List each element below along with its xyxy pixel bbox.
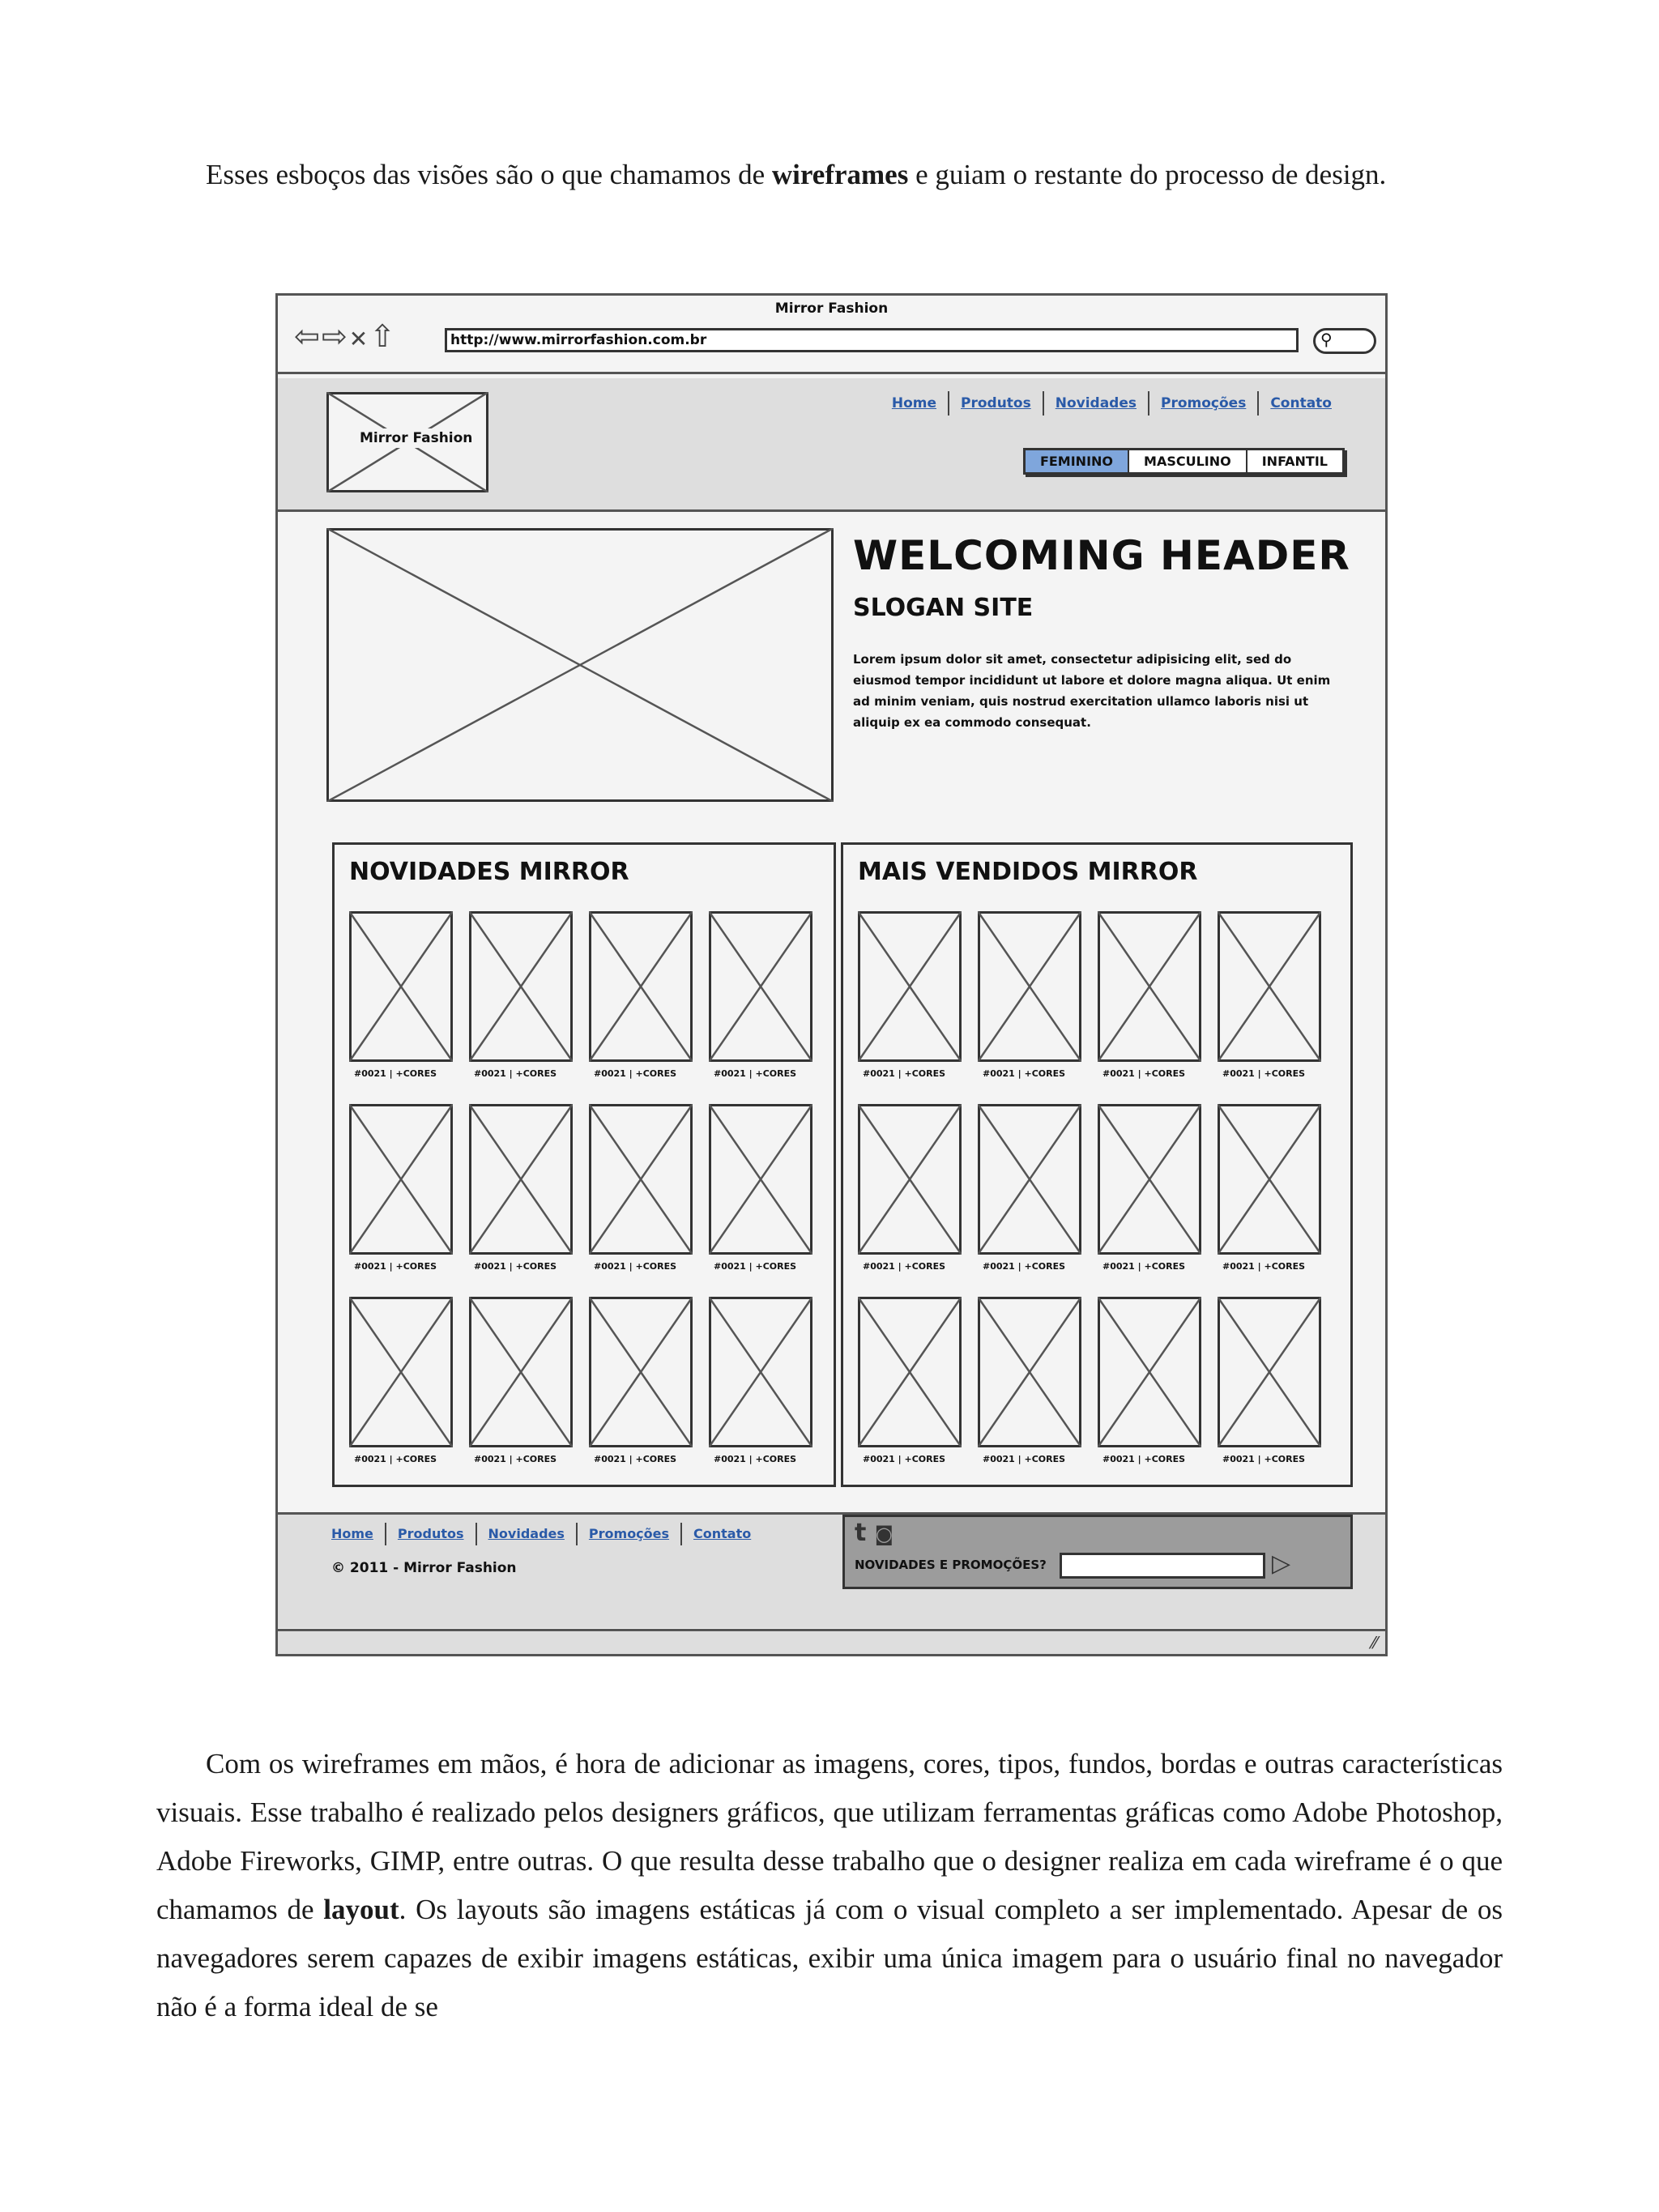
product-caption: #0021 | +CORES	[1222, 1068, 1306, 1079]
product-card	[978, 911, 1081, 1104]
twitter-icon: t	[855, 1519, 867, 1547]
nav-promocoes: Promoções	[1148, 391, 1257, 416]
product-card	[589, 1104, 693, 1297]
footer-nav-produtos: Produtos	[385, 1523, 476, 1545]
product-image-placeholder	[469, 1104, 573, 1255]
product-image-placeholder	[709, 1297, 812, 1447]
product-caption: #0021 | +CORES	[594, 1454, 677, 1464]
product-card	[1098, 1104, 1201, 1297]
search-field	[1313, 328, 1376, 354]
welcome-header: WELCOMING HEADER	[853, 532, 1350, 579]
intro-paragraph	[156, 151, 1503, 199]
footer-nav-home: Home	[331, 1526, 373, 1541]
hero-image-placeholder	[326, 528, 834, 802]
product-caption: #0021 | +CORES	[863, 1454, 946, 1464]
product-card	[1098, 1297, 1201, 1490]
back-arrow-icon: ⇦	[294, 318, 322, 354]
product-image-placeholder	[858, 1104, 962, 1255]
product-caption: #0021 | +CORES	[1102, 1261, 1186, 1272]
site-footer	[278, 1512, 1385, 1628]
play-arrow-icon: ▷	[1272, 1549, 1291, 1578]
product-image-placeholder	[978, 1297, 1081, 1447]
section-title: NOVIDADES MIRROR	[349, 858, 629, 886]
product-card	[589, 1297, 693, 1490]
nav-contato: Contato	[1257, 391, 1343, 416]
close-icon: ✕	[348, 326, 370, 352]
product-card	[709, 1297, 812, 1490]
section-title: MAIS VENDIDOS MIRROR	[858, 858, 1198, 886]
social-icons	[855, 1520, 893, 1547]
para2-text-before: Com os wireframes em mãos, é hora de adicionar as imagens, cores, tipos, fundos, bordas e outras características visuais. Esse trabalho é realizado pelos designers gráficos, que utilizam ferramentas gráficas como Adobe Photoshop, Adobe Fireworks, GIMP, entre outras. O que resulta desse trabalho que o designer realiza em cada wireframe é o que chamamos de	[156, 1748, 1503, 1925]
product-image-placeholder	[709, 911, 812, 1062]
layout-paragraph	[156, 1740, 1503, 2031]
product-card	[709, 1104, 812, 1297]
product-image-placeholder	[589, 911, 693, 1062]
term-wireframes: wireframes	[771, 159, 909, 190]
search-icon: ⚲	[1320, 330, 1333, 349]
product-image-placeholder	[589, 1297, 693, 1447]
url-bar: http://www.mirrorfashion.com.br	[445, 328, 1299, 352]
product-caption: #0021 | +CORES	[474, 1261, 557, 1272]
product-grid	[349, 911, 812, 1490]
product-caption: #0021 | +CORES	[714, 1261, 797, 1272]
product-card	[858, 1297, 962, 1490]
logo-placeholder	[326, 392, 488, 492]
product-image-placeholder	[858, 911, 962, 1062]
product-caption: #0021 | +CORES	[983, 1454, 1066, 1464]
tab-infantil: INFANTIL	[1246, 450, 1342, 472]
site-header	[278, 378, 1385, 512]
resize-grip-icon: ⁄⁄	[1371, 1633, 1377, 1652]
product-caption: #0021 | +CORES	[354, 1261, 437, 1272]
term-layout: layout	[323, 1894, 399, 1925]
product-image-placeholder	[469, 911, 573, 1062]
product-caption: #0021 | +CORES	[594, 1068, 677, 1079]
product-caption: #0021 | +CORES	[354, 1454, 437, 1464]
copyright: © 2011 - Mirror Fashion	[331, 1560, 517, 1576]
mais-vendidos-section	[841, 842, 1353, 1487]
product-card	[469, 1104, 573, 1297]
product-caption: #0021 | +CORES	[863, 1261, 946, 1272]
tab-masculino: MASCULINO	[1128, 450, 1246, 472]
newsletter-box	[842, 1515, 1353, 1589]
category-tabs	[1023, 448, 1345, 475]
product-image-placeholder	[1098, 1297, 1201, 1447]
product-caption: #0021 | +CORES	[354, 1068, 437, 1079]
product-image-placeholder	[978, 1104, 1081, 1255]
footer-nav-promocoes: Promoções	[576, 1523, 680, 1545]
browser-chrome-divider	[278, 372, 1385, 374]
newsletter-input	[1060, 1553, 1265, 1579]
newsletter-label: NOVIDADES E PROMOÇÕES?	[855, 1558, 1047, 1572]
product-card	[1218, 911, 1321, 1104]
product-image-placeholder	[1218, 1297, 1321, 1447]
product-caption: #0021 | +CORES	[474, 1068, 557, 1079]
product-card	[978, 1104, 1081, 1297]
product-card	[1098, 911, 1201, 1104]
product-card	[469, 1297, 573, 1490]
product-caption: #0021 | +CORES	[594, 1261, 677, 1272]
product-image-placeholder	[469, 1297, 573, 1447]
product-caption: #0021 | +CORES	[474, 1454, 557, 1464]
product-image-placeholder	[1098, 911, 1201, 1062]
nav-produtos: Produtos	[948, 391, 1043, 416]
product-card	[349, 911, 453, 1104]
product-card	[349, 1104, 453, 1297]
product-image-placeholder	[978, 911, 1081, 1062]
product-caption: #0021 | +CORES	[983, 1068, 1066, 1079]
para1-text-after: e guiam o restante do processo de design.	[908, 159, 1387, 190]
footer-nav-novidades: Novidades	[476, 1523, 576, 1545]
product-card	[1218, 1104, 1321, 1297]
product-caption: #0021 | +CORES	[863, 1068, 946, 1079]
product-card	[1218, 1297, 1321, 1490]
status-bar	[278, 1629, 1385, 1654]
product-caption: #0021 | +CORES	[714, 1454, 797, 1464]
product-caption: #0021 | +CORES	[1222, 1454, 1306, 1464]
product-card	[709, 911, 812, 1104]
product-image-placeholder	[1218, 1104, 1321, 1255]
product-caption: #0021 | +CORES	[983, 1261, 1066, 1272]
product-card	[589, 911, 693, 1104]
product-caption: #0021 | +CORES	[1102, 1068, 1186, 1079]
slogan: SLOGAN SITE	[853, 594, 1034, 622]
product-image-placeholder	[589, 1104, 693, 1255]
product-image-placeholder	[349, 911, 453, 1062]
tab-feminino: FEMININO	[1026, 450, 1128, 472]
nav-home: Home	[891, 395, 936, 411]
novidades-section	[332, 842, 836, 1487]
top-navigation	[881, 391, 1343, 416]
home-icon: ⇧	[369, 318, 397, 354]
product-card	[978, 1297, 1081, 1490]
forward-arrow-icon: ⇨	[321, 318, 349, 354]
lorem-text: Lorem ipsum dolor sit amet, consectetur adipisicing elit, sed do eiusmod tempor incididunt ut labore et dolore magna aliqua. Ut enim ad minim veniam, quis nostrud exercitation ullamco laboris nisi ut aliquip ex ea commodo consequat.	[853, 652, 1331, 730]
browser-nav-icons	[294, 320, 397, 356]
footer-navigation	[331, 1523, 762, 1545]
product-image-placeholder	[1218, 911, 1321, 1062]
product-card	[858, 1104, 962, 1297]
para2-text-after: . Os layouts são imagens estáticas já com o visual completo a ser implementado. Apesar de os navegadores serem capazes de exibir imagens estáticas, exibir uma única imagem para o usuário final no navegador não é a forma ideal de se	[156, 1894, 1503, 2022]
product-card	[858, 911, 962, 1104]
para1-text-before: Esses esboços das visões são o que chamamos de	[206, 159, 772, 190]
product-card	[349, 1297, 453, 1490]
product-caption: #0021 | +CORES	[1222, 1261, 1306, 1272]
rss-icon: ◙	[874, 1523, 894, 1545]
nav-novidades: Novidades	[1043, 391, 1148, 416]
product-image-placeholder	[349, 1297, 453, 1447]
product-caption: #0021 | +CORES	[714, 1068, 797, 1079]
logo-text: Mirror Fashion	[355, 428, 477, 448]
product-card	[469, 911, 573, 1104]
footer-nav-contato: Contato	[680, 1523, 762, 1545]
product-grid	[858, 911, 1321, 1490]
window-title: Mirror Fashion	[774, 300, 889, 317]
product-caption: #0021 | +CORES	[1102, 1454, 1186, 1464]
product-image-placeholder	[709, 1104, 812, 1255]
product-image-placeholder	[858, 1297, 962, 1447]
wireframe-mockup	[275, 293, 1388, 1656]
product-image-placeholder	[1098, 1104, 1201, 1255]
product-image-placeholder	[349, 1104, 453, 1255]
